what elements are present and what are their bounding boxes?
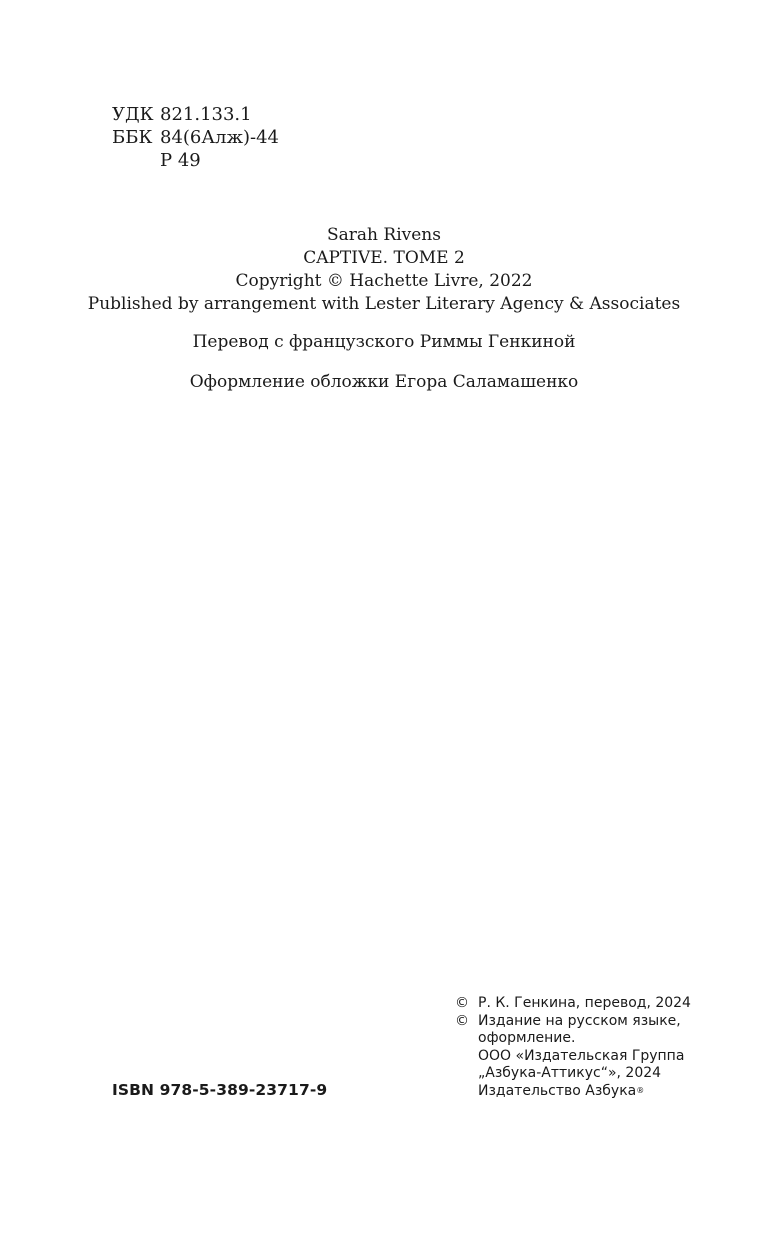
copyright-block: [455, 995, 691, 1100]
imprint-line: [455, 1083, 691, 1101]
original-title: CAPTIVE. TOME 2: [303, 248, 465, 268]
isbn: ISBN 978-5-389-23717-9: [112, 1081, 328, 1099]
imprint-name: Издательство Азбука: [478, 1082, 637, 1099]
bbk-row: [112, 126, 279, 149]
copyright-symbol: ©: [455, 995, 469, 1011]
bbk-label: ББК: [112, 127, 153, 148]
author-name: Sarah Rivens: [327, 225, 441, 245]
translation-credit: Перевод с французского Риммы Генкиной: [192, 332, 576, 352]
author-mark-label: [112, 149, 160, 172]
author-mark-value: Р 49: [160, 150, 201, 171]
cover-design-credit: Оформление обложки Егора Саламашенко: [189, 372, 579, 392]
copyright-symbol: ©: [455, 1012, 469, 1029]
udk-row: [112, 103, 279, 126]
edition-copyright-cont: оформление.: [478, 1030, 576, 1046]
author-mark-row: [112, 149, 279, 172]
classification-block: [112, 103, 279, 172]
registered-mark: ®: [636, 1085, 645, 1095]
bbk-value: 84(6Алж)-44: [160, 127, 280, 148]
translation-copyright-text: Р. К. Генкина, перевод, 2024: [478, 995, 691, 1011]
edition-copyright: [455, 1013, 691, 1031]
publisher-line-1: ООО «Издательская Группа: [478, 1047, 685, 1064]
original-credits: [0, 224, 768, 316]
copyright-line: Copyright © Hachette Livre, 2022: [235, 271, 533, 291]
translation-copyright: [455, 995, 691, 1013]
edition-copyright-text: Издание на русском языке,: [478, 1012, 681, 1029]
publisher-line-2: „Азбука-Аттикус“», 2024: [478, 1065, 662, 1081]
published-by-line: Published by arrangement with Lester Literary Agency & Associates: [87, 294, 681, 314]
udk-label: УДК: [112, 104, 154, 125]
udk-value: 821.133.1: [160, 104, 252, 125]
